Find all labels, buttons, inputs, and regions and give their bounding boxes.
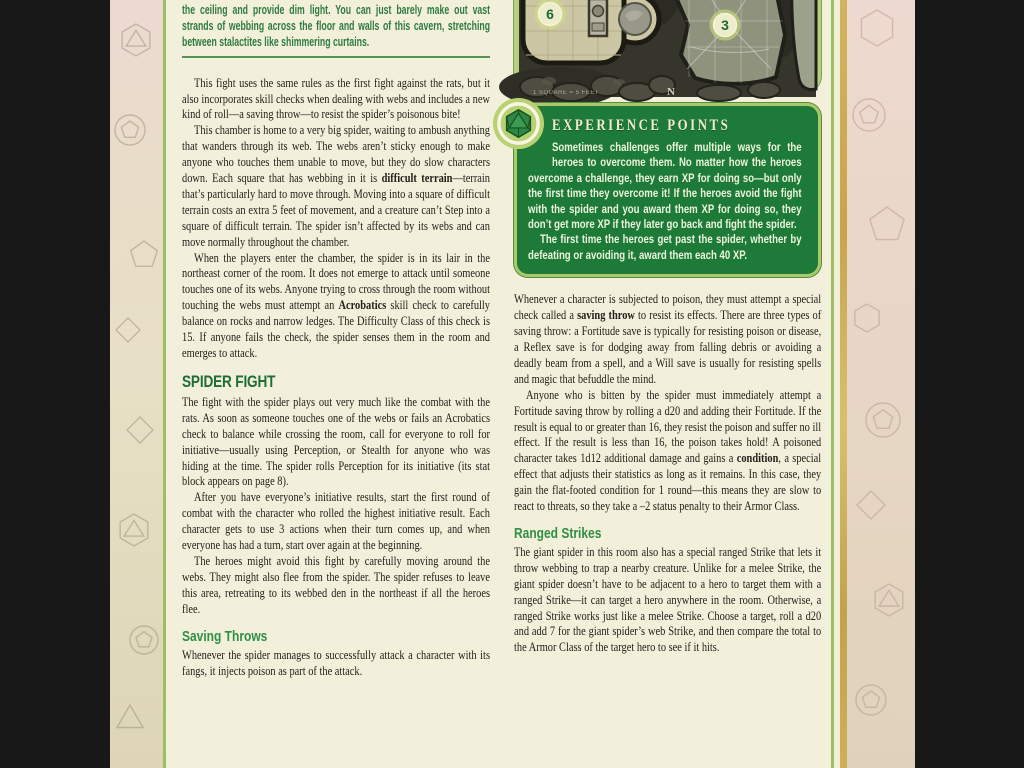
icon-spacer bbox=[528, 117, 552, 161]
map-badge-3 bbox=[710, 10, 741, 41]
page-border-right-texture bbox=[847, 0, 915, 768]
right-column bbox=[514, 0, 821, 768]
xp-box-title: EXPERIENCE POINTS bbox=[552, 117, 731, 134]
paragraph: The giant spider in this room also has a special ranged Strike that lets it throw webbing to trap a nearby creature. Unlike for a melee Strike, the giant spider doesn’t have to be adjacent to a hero to target them with a ranged Strike—it can target a hero anywhere in the room. Otherwise, a ranged Strike works just like a melee Strike. Choose a target, roll a d20 and add 7 for the giant spider’s web Strike, and then compare the total to the Armor Class of the target hero to see if it hits. bbox=[514, 543, 822, 655]
paragraph: The heroes might avoid this fight by carefully moving around the webs. They might also flee from the spider. The spider refuses to leave this area, retreating to its webbed den in the northeast if all the heroes flee. bbox=[182, 552, 490, 616]
subheading-ranged-strikes: Ranged Strikes bbox=[514, 524, 602, 542]
read-aloud-text: the ceiling and provide dim light. You can just barely make out vast strands of webbing across the floor and walls of this cavern, stretching between stalactites like shimmering curtains. bbox=[182, 2, 491, 50]
svg-text:6: 6 bbox=[546, 6, 554, 22]
paragraph: This fight uses the same rules as the first fight against the rats, but it also incorporates skill checks when dealing with webs and includes a new kind of roll—a saving throw—to resist the spider’s poisonous bite! bbox=[182, 74, 490, 122]
dice-pattern-decoration bbox=[847, 0, 915, 768]
xp-paragraph: Sometimes challenges offer multiple ways for the heroes to overcome them. No matter how the heroes overcome a challenge, they earn XP for doing so—but only the first time they overcome it! If the heroes avoid the fight with the spider and you award them XP for doing so, they don’t get more XP if they later go back and fight the spider. bbox=[528, 140, 802, 232]
section-heading-spider-fight: SPIDER FIGHT bbox=[182, 371, 276, 391]
paragraph: The fight with the spider plays out very much like the combat with the rats. As soon as someone touches one of the webs or fails an Acrobatics check to balance while crossing the room, call for everyone to roll for initiative—usually using Perception, or Stealth for anyone who was hiding at the time. The spider rolls Perception for its initiative (its stat block appears on page 8). bbox=[182, 393, 490, 489]
left-column bbox=[182, 0, 490, 768]
book-page bbox=[163, 0, 834, 768]
gold-edge-strip bbox=[840, 0, 847, 768]
dice-pattern-decoration bbox=[110, 0, 163, 768]
svg-text:3: 3 bbox=[721, 17, 729, 33]
paragraph: Whenever the spider manages to successfully attack a character with its fangs, it injects poison as part of the attack. bbox=[182, 646, 490, 678]
page-border-left-texture bbox=[110, 0, 163, 768]
subheading-saving-throws: Saving Throws bbox=[182, 627, 268, 645]
paragraph: This chamber is home to a very big spider, waiting to ambush anything that wanders through its web. The webs aren’t sticky enough to make anyone who touches them unable to move, but they do slow characters down. Each square that has webbing in it is difficult terrain—terrain that’s particularly hard to move through. Moving into a square of difficult terrain costs an extra 5 feet of movement, and a creature can’t Step into a square of difficult terrain. The spider isn’t affected by its webs and can move normally throughout the chamber. bbox=[182, 122, 490, 249]
paragraph: Whenever a character is subjected to poison, they must attempt a special check called a saving throw to resist its effects. There are three types of saving throw: a Fortitude save is typically for resisting poison or disease, a Reflex save is for dodging away from falling debris or avoiding a deadly beam from a spell, and a Will save is usually for resisting spells and magic that befuddle the mind. bbox=[514, 291, 822, 386]
dungeon-map-art bbox=[519, 0, 816, 97]
paragraph: Anyone who is bitten by the spider must immediately attempt a Fortitude saving throw by rolling a d20 and adding their Fortitude. If the result is equal to or greater than 16, they resist the poison and suffer no ill effect. If the result is less than 16, the poison takes hold! A poisoned character takes 1d12 additional damage and gains a condition, a special effect that adjusts their statistics as long as it remains. In this case, they gain the flat-footed condition for 1 round—this means they are slow to react to threats, so they take a –2 status penalty to their Armor Class. bbox=[514, 386, 822, 514]
paragraph: When the players enter the chamber, the spider is in its lair in the northeast corner of the room. It does not emerge to attack until someone touches one of its webs. Anyone trying to cross through the room without touching the webs must attempt an Acrobatics skill check to carefully balance on rocks and narrow ledges. The Difficulty Class of this check is 15. If anyone fails the check, the spider senses them in the room and emerges to attack. bbox=[182, 249, 490, 361]
map-scale-label: 1 SQUARE = 5 FEET bbox=[533, 90, 600, 96]
dungeon-map-image bbox=[514, 0, 821, 98]
paragraph: After you have everyone’s initiative results, start the first round of combat with the character who rolled the highest initiative result. Each character gets to use 3 actions when their turn comes up, and when everyone has had a turn, start over again at the beginning. bbox=[182, 489, 490, 553]
map-compass-north-label: N bbox=[667, 86, 675, 98]
experience-points-callout-box bbox=[514, 103, 821, 277]
xp-paragraph: The first time the heroes get past the spider, whether by defeating or avoiding it, award them each 40 XP. bbox=[528, 232, 802, 262]
